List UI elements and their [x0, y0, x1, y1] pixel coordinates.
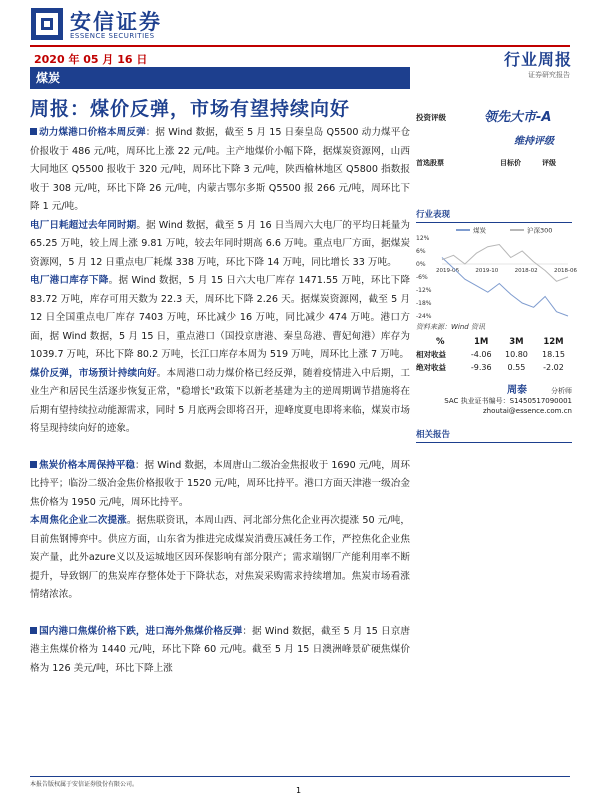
- main-content: [30, 124, 410, 678]
- paragraph-text: 。据 Wind 数据，截至 5 月 16 日当周六大电厂的平均日耗量为 65.25 万吨，较上周上涨 9.81 万吨，较去年同时期高 6.6 万吨。重点电厂方面，据煤炭资源网，5 月 12 日重点电厂耗煤 338 万吨，环比下降 14 万吨，同比增长 33 万吨。: [30, 219, 410, 268]
- paragraph-text: ：据 Wind 数据，截至 5 月 15 日京唐港主焦煤价格为 1440 元/吨，环比下降 60 元/吨。截至 5 月 15 日澳洲峰景矿硬焦煤价格为 126 美元/吨，环比下降上涨: [30, 625, 410, 674]
- related-reports-title: 相关报告: [416, 428, 572, 443]
- chart-source: 资料来源：Wind 资讯: [416, 323, 485, 331]
- bullet-square-icon: [30, 128, 37, 135]
- rating-row: [416, 106, 572, 126]
- performance-table: [416, 336, 572, 374]
- bullet-square-icon: [30, 461, 37, 468]
- perf-cell: -4.06: [470, 350, 492, 359]
- paragraph-heading: 电厂日耗超过去年同时期: [30, 219, 137, 231]
- perf-cell: -9.36: [470, 363, 492, 372]
- paragraph-text: ：据 Wind 数据，本周唐山二级冶金焦报收于 1690 元/吨，周环比持平；临汾二级冶金焦价格报收于 1520 元/吨，周环比持平。港口方面天津港一级冶金焦价格为 1950 元/吨，周环比持平。: [30, 459, 410, 508]
- paragraph-text: 。据 Wind 数据，5 月 15 日六大电厂库存 1471.55 万吨，环比下降 83.72 万吨，库存可用天数为 22.3 天，周环比下降 2.26 天。据煤炭资源网，截至 5 月 12 日全国重点电厂库存 7403 万吨，环比减少 16 万吨，同比减少 474 万吨。港口方面，据 Wind 数据，5 月 15 日，重点港口（国投京唐港、秦皇岛港、曹妃甸港）库存为 1039.7 万吨，环比下降 80.2 万吨，长江口库存本周为 519 万吨，周环比上涨 7 万吨。: [30, 275, 410, 360]
- footer-copyright: 本报告版权属于安信证券股份有限公司。: [30, 781, 139, 788]
- paragraph-heading: 煤价反弹，市场预计持续向好: [30, 367, 157, 379]
- perf-row-label: 绝对收益: [416, 363, 446, 372]
- paragraph-heading: 本周焦化企业二次提涨: [30, 515, 127, 526]
- perf-col-1m: 1M: [474, 337, 489, 347]
- y-tick-label: 12%: [416, 235, 430, 242]
- logo-name-en: ESSENCE SECURITIES: [70, 32, 155, 40]
- analyst-role: 分析师: [551, 387, 572, 395]
- perf-cell: 18.15: [542, 350, 565, 359]
- report-subtitle: 证券研究报告: [528, 71, 570, 79]
- paragraph-heading: 电厂港口库存下降: [30, 275, 109, 286]
- analyst-name: 周泰: [507, 385, 527, 396]
- paragraph-text: ：据 Wind 数据，截至 5 月 15 日秦皇岛 Q5500 动力煤平仓价报收于 486 元/吨，周环比上涨 22 元/吨。主产地煤价小幅下降，据煤炭资源网，山西大同地区 Q5500 报收于 320 元/吨，周环比下降 3 元/吨，陕西榆林地区 Q5800 指数报收于 308 元/吨，环比下降 26 元/吨，内蒙古鄂尔多斯 Q5500 报 266 元/吨，周环比下降 1 元/吨。: [30, 127, 410, 212]
- rating-value: 领先大市-A: [484, 110, 552, 125]
- rating-label: 投资评级: [416, 113, 446, 122]
- stock-col-rating: 评级: [542, 159, 556, 167]
- series-line-0: [442, 258, 568, 317]
- perf-col-3m: 3M: [509, 337, 524, 347]
- page-title: 周报：煤价反弹，市场有望持续向好: [30, 98, 351, 120]
- bullet-square-icon: [30, 627, 37, 634]
- paragraph-coke-enterprises: [30, 512, 410, 605]
- table-row: [416, 361, 572, 374]
- y-tick-label: 6%: [416, 248, 426, 255]
- analyst-cert: SAC 执业证书编号：S1450517090001: [444, 397, 572, 405]
- paragraph-power-plant-consumption: [30, 217, 410, 273]
- legend-label: 煤炭: [473, 226, 486, 235]
- report-type: 行业周报: [503, 50, 572, 69]
- perf-row-label: 相对收益: [416, 350, 446, 359]
- paragraph-heading: 国内港口焦煤价格下跌，进口海外焦煤价格反弹: [39, 625, 243, 637]
- industry-performance-chart: [416, 224, 577, 324]
- paragraph-coke-price: [30, 457, 410, 513]
- y-tick-label: -24%: [416, 313, 432, 320]
- perf-cell: -2.02: [543, 363, 564, 372]
- paragraph-inventory: [30, 272, 410, 365]
- x-tick-label: 2018-06: [554, 268, 577, 274]
- y-tick-label: -6%: [416, 274, 428, 281]
- header-divider: [30, 45, 570, 47]
- perf-col-unit: %: [435, 337, 445, 347]
- stock-col-name: 首选股票: [416, 159, 444, 167]
- report-date: 2020 年 05 月 16 日: [34, 53, 148, 66]
- paragraph-text: 。本周港口动力煤价格已经反弹，随着疫情进入中后期，工业生产和居民生活逐步恢复正常，"稳增长"政策下以新老基建为主的逆周期调节措施将在后期有望持续拉动能源需求，同时 5 月底两会即将召开，迎峰度夏电即将来临，煤炭市场将呈现持续向好的迹象。: [30, 367, 411, 434]
- sector-label: 煤炭: [36, 71, 61, 85]
- paragraph-heading: 动力煤港口价格本周反弹: [39, 127, 146, 138]
- paragraph-coking-coal: [30, 623, 410, 679]
- logo-mark-icon: [30, 7, 64, 41]
- perf-col-12m: 12M: [543, 337, 564, 347]
- paragraph-outlook: [30, 365, 410, 439]
- x-tick-label: 2018-02: [514, 268, 538, 274]
- legend-label: 沪深300: [527, 226, 553, 235]
- sector-bar: [30, 67, 410, 89]
- paragraph-text: 。据焦联资讯，本周山西、河北部分焦化企业再次提涨 50 元/吨，目前焦钢博弈中。供应方面，山东省为推进完成煤炭消费压减任务工作，严控焦化企业焦炭产量，此外azure义以及运城地区因环保影响有部分限产；需求端钢厂产能利用率不断提升，导致钢厂的焦炭库存整体处于下降状态，对焦炭采购需求持续增加。焦炭市场看涨情绪浓浓。: [30, 515, 411, 600]
- x-tick-label: 2019-06: [436, 268, 459, 274]
- stock-col-target: 目标价: [500, 159, 521, 167]
- performance-title: 行业表现: [416, 208, 572, 223]
- y-tick-label: -12%: [416, 287, 432, 294]
- rating-keep: 维持评级: [514, 136, 554, 147]
- perf-cell: 10.80: [504, 350, 528, 359]
- analyst-email[interactable]: zhoutai@essence.com.cn: [483, 407, 572, 415]
- logo-name-cn: 安信证券: [70, 10, 162, 34]
- table-row: [416, 348, 572, 361]
- analyst-block: [416, 386, 572, 416]
- y-tick-label: 0%: [416, 261, 426, 268]
- paragraph-thermal-coal: [30, 124, 410, 217]
- company-logo: [30, 6, 210, 42]
- perf-cell: 0.55: [507, 363, 526, 372]
- x-tick-label: 2019-10: [475, 268, 499, 274]
- y-tick-label: -18%: [416, 300, 432, 307]
- paragraph-heading: 焦炭价格本周保持平稳: [39, 459, 135, 471]
- page-number: 1: [296, 786, 302, 795]
